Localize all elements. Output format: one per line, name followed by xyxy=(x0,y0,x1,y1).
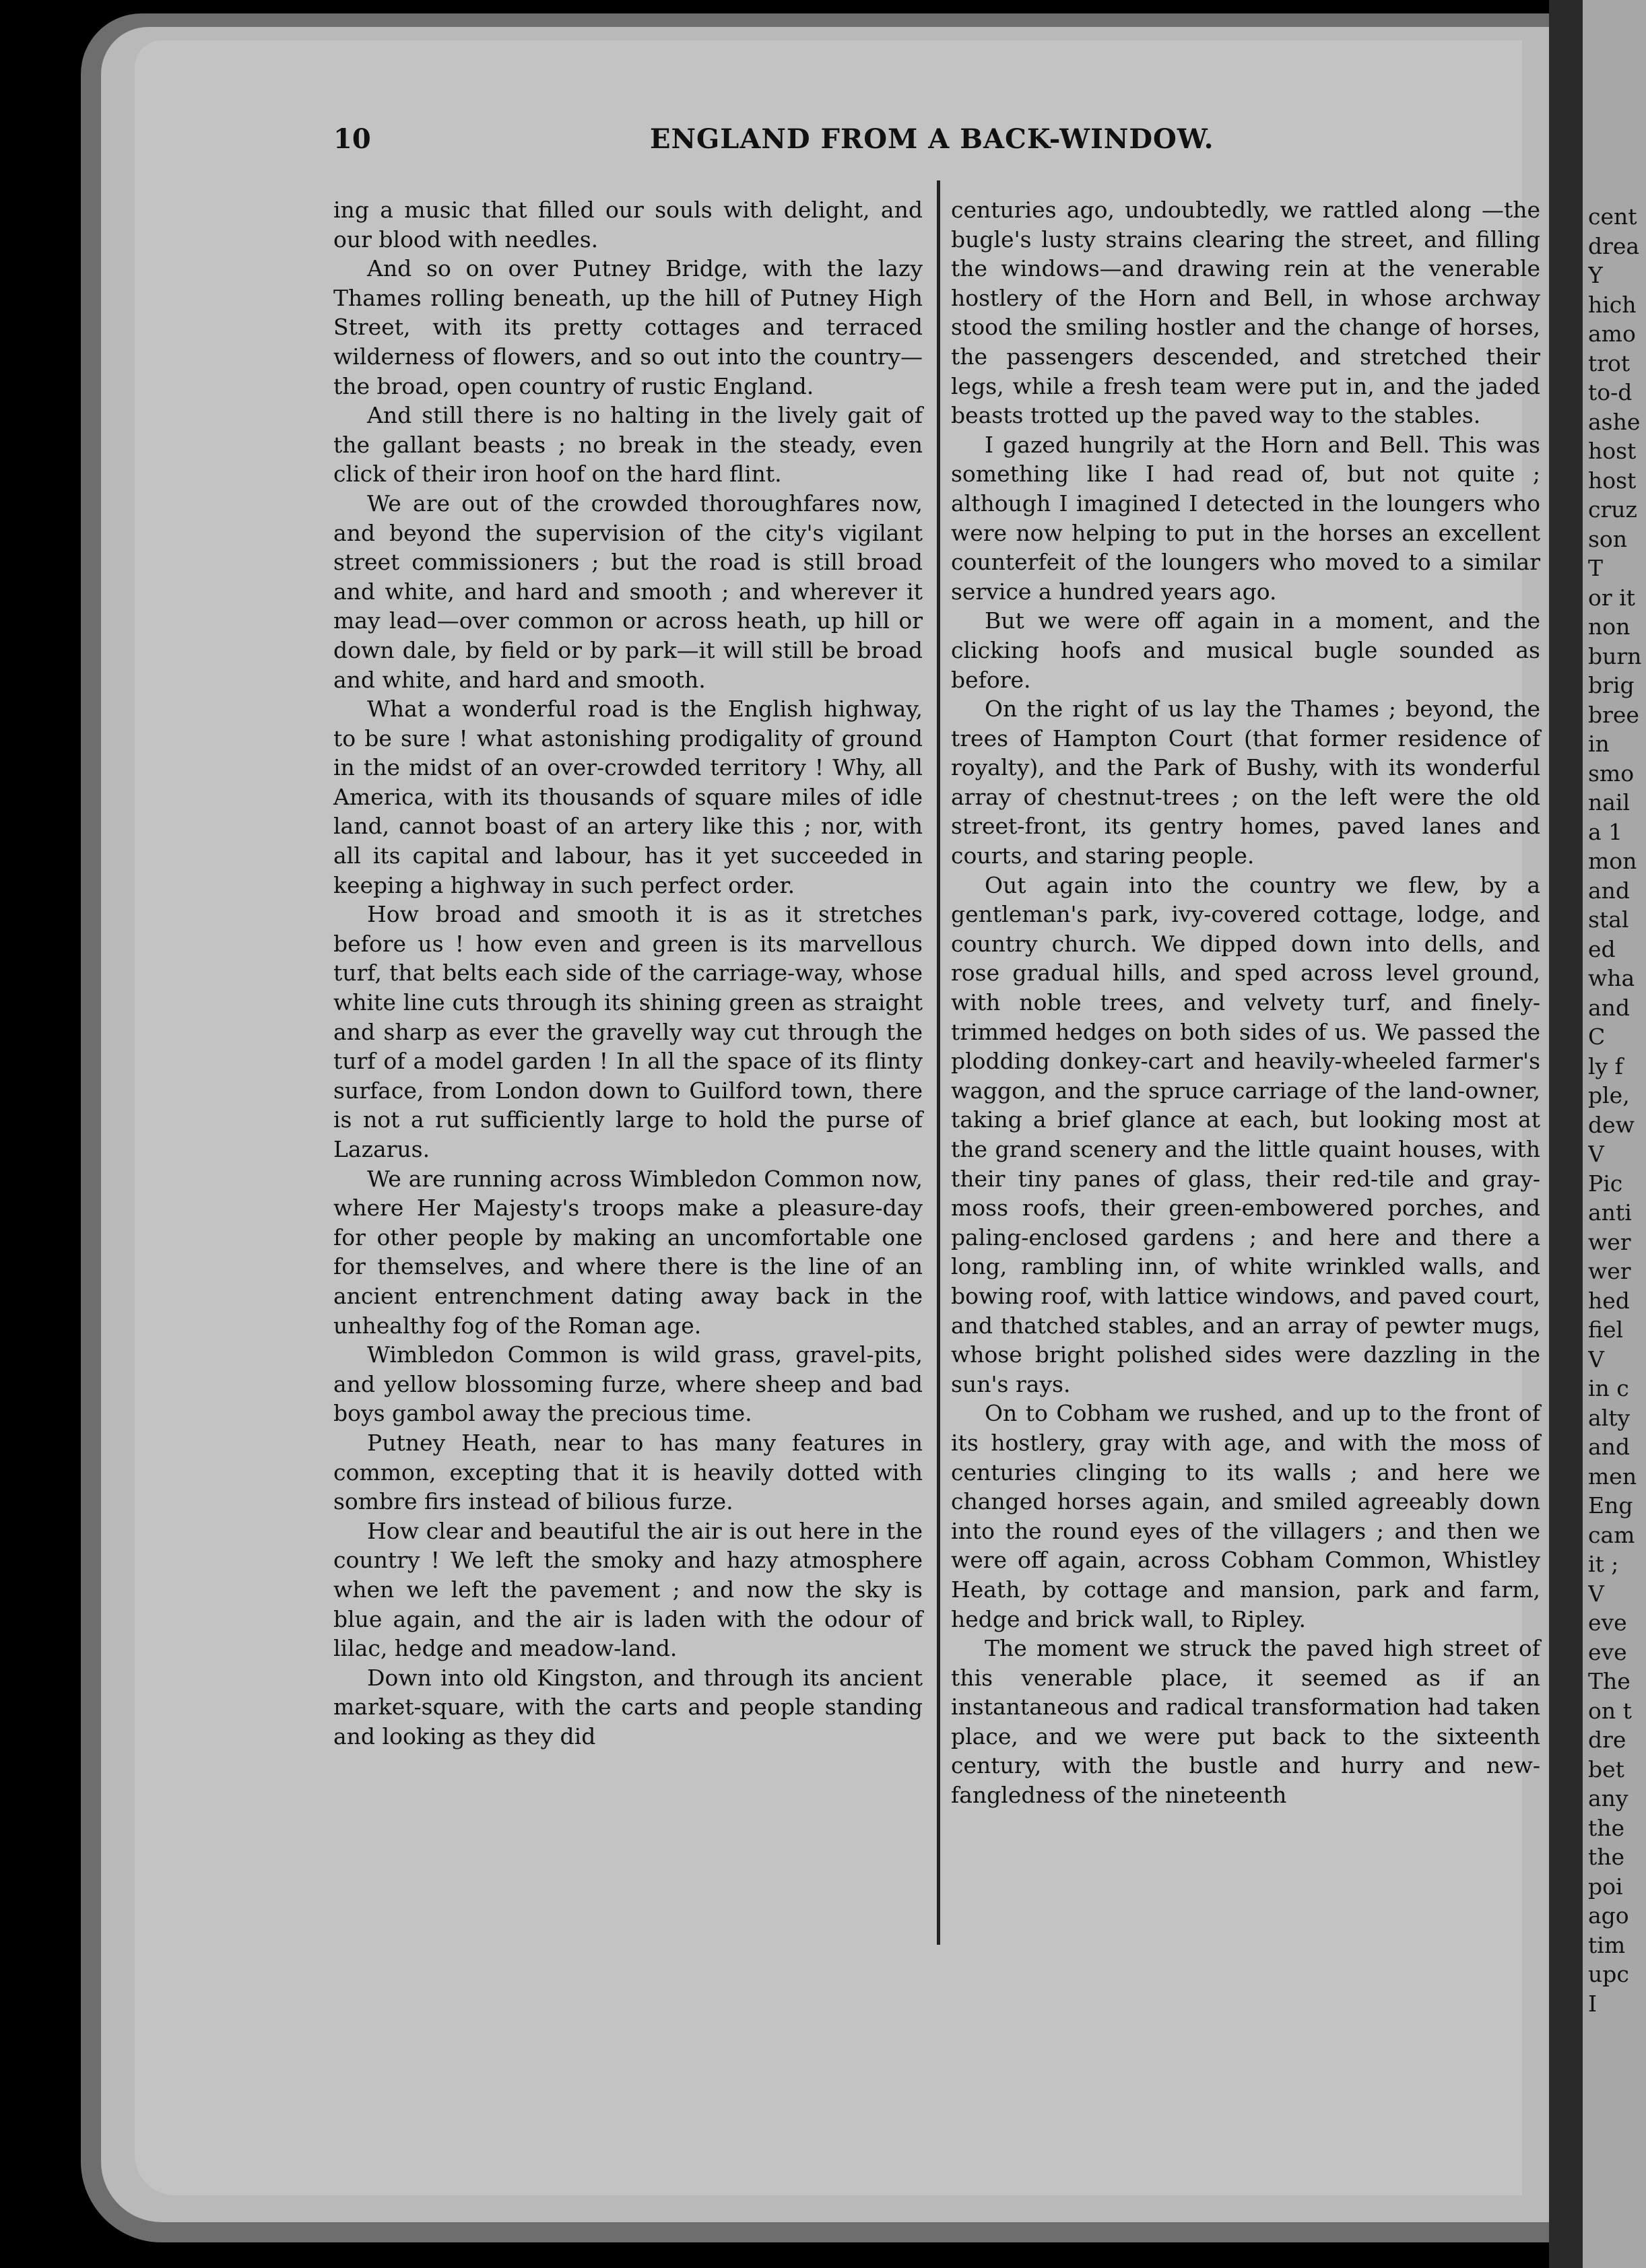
paragraph: We are running across Wimbledon Common now, where Her Majesty's troops make a pleasure-day for other people by making an uncomfortable one for themselves, and where there is the line of an ancient entrenchment dating away back in the unhealthy fog of the Roman age. xyxy=(333,1165,923,1339)
adjacent-page-fragment: burn xyxy=(1588,642,1642,669)
adjacent-page-fragment: and xyxy=(1588,994,1631,1021)
page-number: 10 xyxy=(333,123,371,155)
adjacent-page-fragment: non xyxy=(1588,613,1631,640)
paragraph: How clear and beautiful the air is out here in the country ! We left the smoky and hazy atmosphere when we left the pavement ; and now the sky is blue again, and the air is laden with the odour of lilac, hedge and meadow-land. xyxy=(333,1517,923,1662)
paragraph: And still there is no halting in the lively gait of the gallant beasts ; no break in the steady, even click of their iron hoof on the hard flint. xyxy=(333,402,923,488)
left-column xyxy=(333,195,923,1751)
paragraph: But we were off again in a moment, and the clicking hoofs and musical bugle sounded as before. xyxy=(951,607,1540,693)
adjacent-page-fragment: wer xyxy=(1588,1258,1631,1284)
adjacent-page-fragment: ed xyxy=(1588,935,1616,962)
adjacent-page-fragment: V xyxy=(1588,1141,1604,1167)
adjacent-page-fragment: fiel xyxy=(1588,1316,1624,1343)
adjacent-page-fragment: hed xyxy=(1588,1287,1630,1314)
paragraph: The moment we struck the paved high street of this venerable place, it seemed as if an instantaneous and radical transformation had taken place, and we were put back to the sixteenth century, with the bustle and hurry and new-fangledness of the nineteenth xyxy=(951,1635,1540,1809)
right-column xyxy=(951,195,1540,1810)
adjacent-page-fragment: alty xyxy=(1588,1404,1631,1431)
adjacent-page-fragment: host xyxy=(1588,467,1637,494)
adjacent-page-fragment: dew xyxy=(1588,1111,1635,1138)
paragraph: I gazed hungrily at the Horn and Bell. This was something like I had read of, but not quite ; although I imagined I detected in the loungers who were now helping to put in the horses an excellent counterfeit of the loungers who moved to a similar service a hundred years ago. xyxy=(951,431,1540,605)
paragraph: Putney Heath, near to has many features in common, excepting that it is heavily dotted with sombre firs instead of bilious furze. xyxy=(333,1429,923,1515)
adjacent-page-fragment: in c xyxy=(1588,1375,1629,1401)
adjacent-page-fragment: eve xyxy=(1588,1638,1627,1665)
adjacent-page-fragment: I xyxy=(1588,1990,1598,2017)
adjacent-page-fragment: ashe xyxy=(1588,408,1641,435)
adjacent-page-fragment: a 1 xyxy=(1588,818,1623,845)
adjacent-page-fragment: on t xyxy=(1588,1697,1632,1724)
adjacent-page-edge xyxy=(1583,0,1646,2268)
adjacent-page-fragment: and xyxy=(1588,1434,1631,1460)
adjacent-page-fragment: the xyxy=(1588,1844,1625,1870)
adjacent-page-fragment: host xyxy=(1588,438,1637,464)
adjacent-page-fragment: ago xyxy=(1588,1902,1629,1929)
adjacent-page-fragment: V xyxy=(1588,1580,1604,1607)
paragraph: On the right of us lay the Thames ; beyond, the trees of Hampton Court (that former residence of royalty), and the Park of Bushy, with its wonderful array of chestnut-trees ; on the left were the old street-front, its gentry homes, paved lanes and courts, and staring people. xyxy=(951,696,1540,869)
adjacent-page-fragment: amo xyxy=(1588,321,1636,347)
paragraph: centuries ago, undoubtedly, we rattled along —the bugle's lusty strains clearing the street, and filling the windows—and drawing rein at the venerable hostlery of the Horn and Bell, in whose archway stood the smiling hostler and the change of horses, the passengers descended, and stretched their legs, while a fresh team were put in, and the jaded beasts trotted up the paved way to the stables. xyxy=(951,197,1540,429)
adjacent-page-fragment: and xyxy=(1588,877,1631,904)
paragraph: ing a music that filled our souls with delight, and our blood with needles. xyxy=(333,197,923,253)
paragraph: How broad and smooth it is as it stretches before us ! how even and green is its marvellous turf, that belts each side of the carriage-way, whose white line cuts through its shining green as straight and sharp as ever the gravelly way cut through the turf of a model garden ! In all the space of its flinty surface, from London down to Guilford town, there is not a rut sufficiently large to hold the purse of Lazarus. xyxy=(333,901,923,1162)
adjacent-page-fragment: T xyxy=(1588,555,1604,581)
adjacent-page-fragment: upc xyxy=(1588,1961,1629,1987)
paragraph: Out again into the country we flew, by a gentleman's park, ivy-covered cottage, lodge, and country church. We dipped down into dells, and rose gradual hills, and sped across level ground, with noble trees, and velvety turf, and finely-trimmed hedges on both sides of us. We passed the plodding donkey-cart and heavily-wheeled farmer's waggon, and the spruce carriage of the land-owner, taking a brief glance at each, but looking most at the grand scenery and the little quaint houses, with their tiny panes of glass, their red-tile and gray-moss roofs, their green-embowered porches, and paling-enclosed gardens ; and here and there a long, rambling inn, of white wrinkled walls, and bowing roof, with lattice windows, and paved court, and thatched stables, and an array of pewter mugs, whose bright polished sides were dazzling in the sun's rays. xyxy=(951,871,1540,1397)
paragraph: On to Cobham we rushed, and up to the front of its hostlery, gray with age, and with the moss of centuries clinging to its walls ; and here we changed horses again, and smiled agreeably down into the round eyes of the villagers ; and then we were off again, across Cobham Common, Whistley Heath, by cottage and mansion, park and farm, hedge and brick wall, to Ripley. xyxy=(951,1400,1540,1632)
adjacent-page-fragment: V xyxy=(1588,1345,1604,1372)
adjacent-page-fragment: anti xyxy=(1588,1199,1632,1226)
paragraph: Wimbledon Common is wild grass, gravel-pits, and yellow blossoming furze, where sheep and bad boys gambol away the precious time. xyxy=(333,1341,923,1427)
adjacent-page-fragment: cruz xyxy=(1588,496,1637,523)
adjacent-page-fragment: cent xyxy=(1588,203,1637,230)
adjacent-page-fragment: C xyxy=(1588,1024,1606,1050)
adjacent-page-fragment: nail xyxy=(1588,789,1631,815)
adjacent-page-fragment: ly f xyxy=(1588,1053,1623,1079)
adjacent-page-fragment: brig xyxy=(1588,672,1635,698)
adjacent-page-fragment: tim xyxy=(1588,1931,1626,1958)
adjacent-page-fragment: the xyxy=(1588,1814,1625,1841)
paragraph: We are out of the crowded thoroughfares now, and beyond the supervision of the city's vigilant street commissioners ; but the road is still broad and white, and hard and smooth ; and wherever it may lead—over common or across heath, up hill or down dale, by field or by park—it will still be broad and white, and hard and smooth. xyxy=(333,490,923,693)
adjacent-page-fragment: any xyxy=(1588,1785,1628,1811)
adjacent-page-fragment: bree xyxy=(1588,701,1639,728)
adjacent-page-fragment: poi xyxy=(1588,1873,1623,1900)
adjacent-page-fragment: drea xyxy=(1588,232,1640,259)
adjacent-page-fragment: Pic xyxy=(1588,1170,1623,1197)
adjacent-page-fragment: ple, xyxy=(1588,1082,1630,1108)
paragraph: What a wonderful road is the English highway, to be sure ! what astonishing prodigality of ground in the midst of an over-crowded territory ! Why, all America, with its thousands of square miles of idle land, cannot boast of an artery like this ; nor, with all its capital and labour, has it yet succeeded in keeping a highway in such perfect order. xyxy=(333,696,923,898)
adjacent-page-fragment: cam xyxy=(1588,1521,1635,1548)
adjacent-page-fragment: bet xyxy=(1588,1756,1624,1782)
adjacent-page-fragment: it ; xyxy=(1588,1551,1619,1577)
column-divider xyxy=(937,180,940,1945)
adjacent-page-fragment: hich xyxy=(1588,291,1637,318)
paragraph: And so on over Putney Bridge, with the lazy Thames rolling beneath, up the hill of Putney High Street, with its pretty cottages and terraced wilderness of flowers, and so out into the country—the broad, open country of rustic England. xyxy=(333,255,923,399)
paragraph: Down into old Kingston, and through its ancient market-square, with the carts and people standing and looking as they did xyxy=(333,1664,923,1749)
adjacent-page-fragment: trot xyxy=(1588,349,1631,376)
adjacent-page-fragment: to-d xyxy=(1588,379,1633,405)
adjacent-page-fragment: Eng xyxy=(1588,1492,1633,1519)
adjacent-page-fragment: Y xyxy=(1588,262,1603,288)
running-title: ENGLAND FROM A BACK-WINDOW. xyxy=(650,123,1214,155)
adjacent-page-fragment: men xyxy=(1588,1463,1637,1490)
adjacent-page-fragment: in xyxy=(1588,731,1610,757)
page-header xyxy=(333,123,1573,160)
adjacent-page-fragment: smo xyxy=(1588,760,1635,787)
adjacent-page-fragment: mon xyxy=(1588,848,1637,874)
adjacent-page-fragment: eve xyxy=(1588,1609,1627,1636)
adjacent-page-fragment: stal xyxy=(1588,906,1629,933)
adjacent-page-fragment: wer xyxy=(1588,1228,1631,1255)
adjacent-page-fragment: The xyxy=(1588,1668,1631,1694)
adjacent-page-fragment: wha xyxy=(1588,965,1635,991)
adjacent-page-fragment: or it xyxy=(1588,584,1635,611)
adjacent-page-fragment: son xyxy=(1588,525,1628,552)
adjacent-page-fragment: dre xyxy=(1588,1727,1626,1753)
